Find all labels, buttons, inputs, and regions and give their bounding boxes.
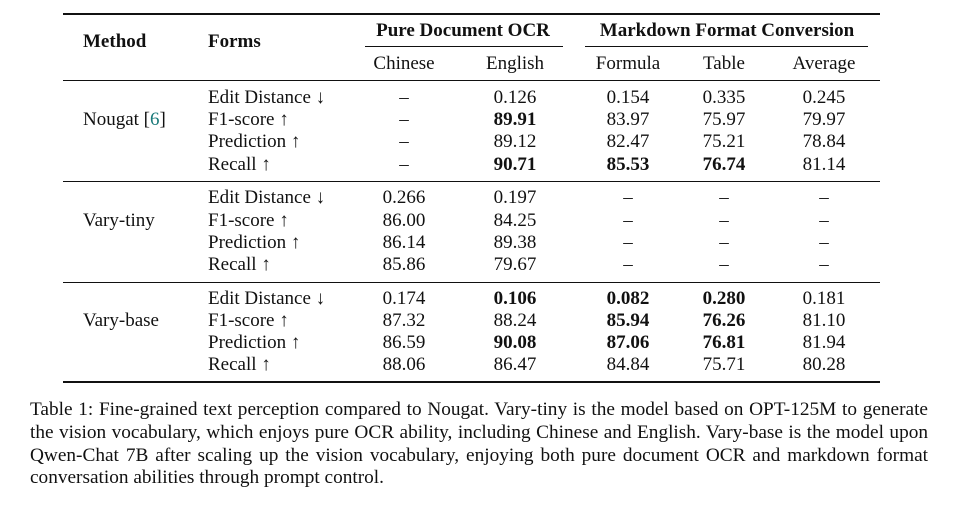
form-label: Recall ↑: [208, 354, 271, 375]
table-cell-chinese: –: [399, 87, 409, 108]
average-column-header: Average: [792, 53, 856, 74]
markdown-group-rule: [585, 46, 868, 47]
table-cell-table: 76.26: [702, 310, 746, 331]
table-cell-average: 0.181: [802, 288, 846, 309]
table-cell-formula: 85.53: [606, 154, 650, 175]
form-label: F1-score ↑: [208, 109, 289, 130]
table-cell-average: 80.28: [802, 354, 846, 375]
table-cell-english: 84.25: [493, 210, 537, 231]
method-label: [83, 109, 166, 131]
form-label: Edit Distance ↓: [208, 187, 326, 208]
table-cell-chinese: –: [399, 109, 409, 130]
table-cell-average: –: [819, 232, 829, 253]
english-column-header: English: [485, 53, 545, 74]
ocr-group-header: Pure Document OCR: [376, 20, 550, 41]
table-cell-chinese: 86.14: [382, 232, 426, 253]
citation-bracket: ]: [159, 109, 166, 130]
ocr-group-rule: [365, 46, 563, 47]
form-label: Recall ↑: [208, 154, 271, 175]
table-cell-chinese: 0.266: [382, 187, 426, 208]
table-column-header: Table: [703, 53, 745, 74]
table-cell-average: –: [819, 254, 829, 275]
form-label: F1-score ↑: [208, 210, 289, 231]
table-cell-table: 76.74: [702, 154, 746, 175]
table-cell-formula: 87.06: [606, 332, 650, 353]
table-cell-english: 86.47: [493, 354, 537, 375]
table-cell-formula: 85.94: [606, 310, 650, 331]
table-cell-table: –: [719, 187, 729, 208]
method-name: Nougat [: [83, 109, 151, 130]
header-bottom-rule: [63, 80, 880, 81]
method-label: Vary-base: [83, 310, 159, 331]
table-cell-formula: 82.47: [606, 131, 650, 152]
table-cell-table: 0.280: [702, 288, 746, 309]
form-label: Prediction ↑: [208, 131, 301, 152]
table-cell-english: 89.91: [493, 109, 537, 130]
table-cell-formula: 84.84: [606, 354, 650, 375]
form-label: Edit Distance ↓: [208, 288, 326, 309]
table-cell-table: –: [719, 232, 729, 253]
method-header: Method: [83, 31, 147, 52]
table-caption: Table 1: Fine-grained text perception compared to Nougat. Vary-tiny is the model based on OPT-125M to generate the vision vocabulary, which enjoys pure OCR ability, including Chinese and English. Vary-base is the model upon Qwen-Chat 7B after scaling up the vision vocabulary, enjoying both pure document OCR and markdown format conversation abilities through prompt control.: [30, 399, 928, 489]
table-cell-formula: –: [623, 187, 633, 208]
markdown-group-header: Markdown Format Conversion: [599, 20, 855, 41]
table-cell-table: –: [719, 210, 729, 231]
table-cell-table: 75.21: [702, 131, 746, 152]
table-cell-average: 81.14: [802, 154, 846, 175]
form-label: Edit Distance ↓: [208, 87, 326, 108]
table-cell-chinese: 0.174: [382, 288, 426, 309]
table-cell-english: 0.106: [493, 288, 537, 309]
table-cell-chinese: –: [399, 154, 409, 175]
table-cell-formula: 0.082: [606, 288, 650, 309]
table-bottom-rule: [63, 381, 880, 383]
table-cell-english: 0.126: [493, 87, 537, 108]
table-cell-average: 79.97: [802, 109, 846, 130]
formula-column-header: Formula: [595, 53, 661, 74]
table-cell-table: 0.335: [702, 87, 746, 108]
table-cell-english: 90.71: [493, 154, 537, 175]
table-cell-formula: 0.154: [606, 87, 650, 108]
table-cell-chinese: 86.00: [382, 210, 426, 231]
method-label: Vary-tiny: [83, 210, 155, 231]
table-top-rule: [63, 13, 880, 15]
form-label: Recall ↑: [208, 254, 271, 275]
form-label: F1-score ↑: [208, 310, 289, 331]
table-cell-table: 76.81: [702, 332, 746, 353]
table-cell-table: 75.71: [702, 354, 746, 375]
table-cell-average: –: [819, 210, 829, 231]
table-cell-chinese: –: [399, 131, 409, 152]
table-cell-english: 79.67: [493, 254, 537, 275]
table-cell-average: 81.94: [802, 332, 846, 353]
table-cell-formula: 83.97: [606, 109, 650, 130]
table-cell-average: –: [819, 187, 829, 208]
table-cell-formula: –: [623, 232, 633, 253]
table-cell-average: 78.84: [802, 131, 846, 152]
table-cell-table: –: [719, 254, 729, 275]
form-label: Prediction ↑: [208, 332, 301, 353]
table-cell-english: 89.38: [493, 232, 537, 253]
table-cell-english: 88.24: [493, 310, 537, 331]
table-cell-english: 89.12: [493, 131, 537, 152]
table-cell-chinese: 85.86: [382, 254, 426, 275]
table-cell-chinese: 86.59: [382, 332, 426, 353]
table-cell-english: 0.197: [493, 187, 537, 208]
table-cell-formula: –: [623, 254, 633, 275]
table-cell-average: 0.245: [802, 87, 846, 108]
table-cell-chinese: 88.06: [382, 354, 426, 375]
citation-link[interactable]: 6: [150, 109, 160, 130]
group-separator-rule: [63, 282, 880, 283]
forms-header: Forms: [208, 31, 261, 52]
table-cell-average: 81.10: [802, 310, 846, 331]
group-separator-rule: [63, 181, 880, 182]
table-cell-chinese: 87.32: [382, 310, 426, 331]
form-label: Prediction ↑: [208, 232, 301, 253]
table-cell-english: 90.08: [493, 332, 537, 353]
chinese-column-header: Chinese: [373, 53, 435, 74]
table-cell-formula: –: [623, 210, 633, 231]
table-cell-table: 75.97: [702, 109, 746, 130]
